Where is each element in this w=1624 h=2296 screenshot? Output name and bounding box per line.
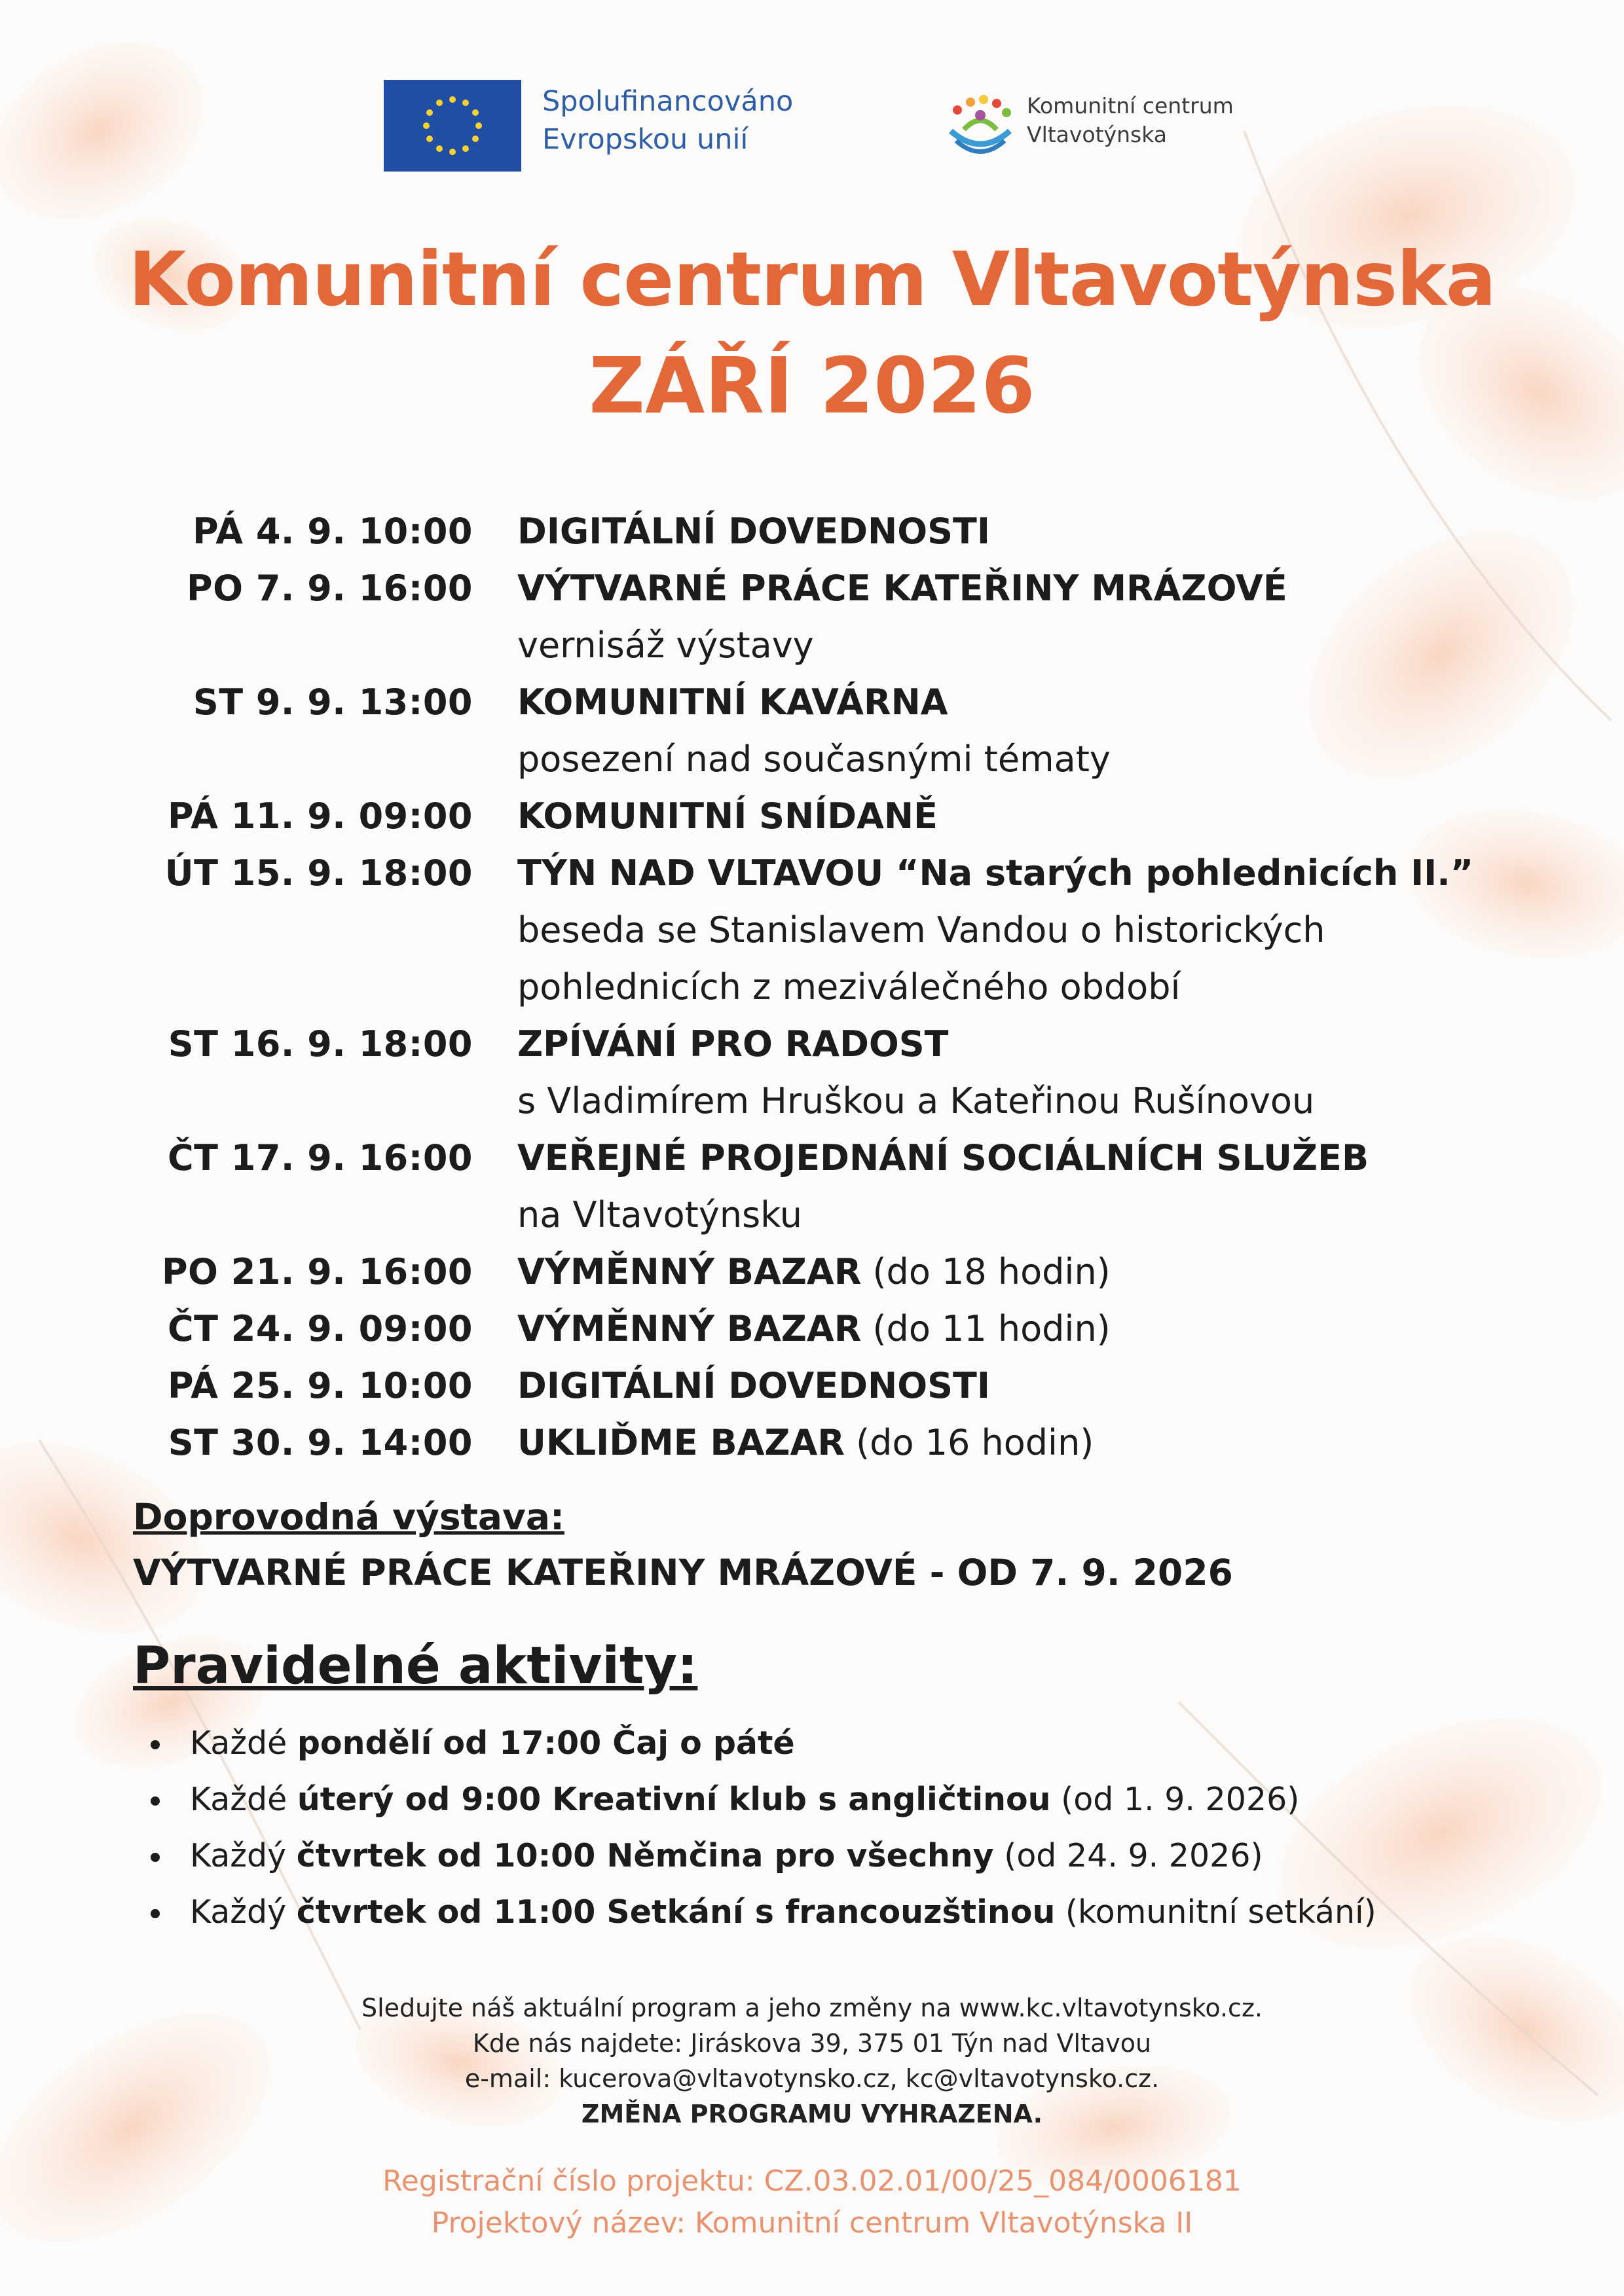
event-description: vernisáž výstavy	[517, 625, 814, 666]
event-title: VÝMĚNNÝ BAZAR	[517, 1308, 862, 1349]
event-title: VÝTVARNÉ PRÁCE KATEŘINY MRÁZOVÉ	[517, 568, 1287, 609]
event-datetime: ČT 24. 9. 09:00	[168, 1308, 473, 1349]
bullet-icon	[151, 1796, 160, 1806]
footer-email-line: e-mail: kucerova@vltavotynsko.cz, kc@vltavotynsko.cz.	[464, 2064, 1160, 2093]
community-center-label	[1027, 92, 1234, 149]
event-note: (do 16 hodin)	[856, 1422, 1094, 1463]
event-item	[0, 1015, 1624, 1129]
list-item: Každý čtvrtek od 11:00 Setkání s francouzštinou (komunitní setkání)	[151, 1884, 1376, 1941]
regular-activities-list	[151, 1715, 1376, 1941]
contact-footer	[0, 1990, 1624, 2132]
event-description: posezení nad současnými tématy	[517, 738, 1111, 780]
footer-program-line: Sledujte náš aktuální program a jeho změny na www.kc.vltavotynsko.cz.	[361, 1994, 1263, 2022]
exhibition-text: VÝTVARNÉ PRÁCE KATEŘINY MRÁZOVÉ - OD 7. 9. 2026	[133, 1552, 1233, 1594]
event-datetime: ÚT 15. 9. 18:00	[164, 852, 473, 894]
event-datetime: PÁ 11. 9. 09:00	[168, 795, 473, 837]
page-subtitle: ZÁŘÍ 2026	[589, 340, 1035, 431]
footer-address-line: Kde nás najdete: Jiráskova 39, 375 01 Týn nad Vltavou	[472, 2029, 1152, 2058]
list-item: Každé úterý od 9:00 Kreativní klub s angličtinou (od 1. 9. 2026)	[151, 1772, 1376, 1828]
eu-label-line2: Evropskou unií	[542, 123, 748, 156]
event-description: beseda se Stanislavem Vandou o historických	[517, 909, 1325, 951]
event-item	[0, 1129, 1624, 1243]
event-item	[0, 788, 1624, 845]
kc-label-line1: Komunitní centrum	[1027, 93, 1234, 118]
event-datetime: ST 9. 9. 13:00	[193, 682, 473, 723]
event-datetime: PÁ 4. 9. 10:00	[193, 511, 473, 552]
event-description: s Vladimírem Hruškou a Kateřinou Rušínovou	[517, 1080, 1315, 1121]
bullet-icon	[151, 1740, 160, 1749]
community-center-logo-icon	[944, 92, 1016, 164]
event-title: KOMUNITNÍ SNÍDANĚ	[517, 795, 938, 837]
footer-disclaimer: ZMĚNA PROGRAMU VYHRAZENA.	[581, 2100, 1043, 2128]
event-item	[0, 674, 1624, 788]
project-name: Projektový název: Komunitní centrum Vltavotýnska II	[431, 2206, 1193, 2240]
eu-flag-icon	[384, 80, 521, 172]
event-title: VÝMĚNNÝ BAZAR	[517, 1251, 862, 1292]
bullet-icon	[151, 1853, 160, 1862]
event-datetime: ČT 17. 9. 16:00	[168, 1137, 473, 1178]
event-schedule	[0, 503, 1624, 1471]
event-title: DIGITÁLNÍ DOVEDNOSTI	[517, 1365, 990, 1406]
event-item	[0, 845, 1624, 1015]
event-note: (do 11 hodin)	[872, 1308, 1111, 1349]
event-datetime: ST 30. 9. 14:00	[168, 1422, 473, 1463]
event-item	[0, 1243, 1624, 1300]
eu-cofinanced-label	[542, 82, 793, 158]
regular-activities-heading: Pravidelné aktivity:	[133, 1637, 698, 1696]
project-info	[0, 2160, 1624, 2244]
bullet-icon	[151, 1909, 160, 1918]
event-datetime: PO 21. 9. 16:00	[161, 1251, 473, 1292]
event-datetime: PÁ 25. 9. 10:00	[168, 1365, 473, 1406]
event-title: TÝN NAD VLTAVOU “Na starých pohlednicích II.”	[517, 852, 1474, 894]
event-description: pohlednicích z meziválečného období	[517, 966, 1181, 1008]
event-datetime: ST 16. 9. 18:00	[168, 1023, 473, 1065]
event-item	[0, 1357, 1624, 1414]
event-title: ZPÍVÁNÍ PRO RADOST	[517, 1023, 949, 1065]
event-item	[0, 1300, 1624, 1357]
event-description: na Vltavotýnsku	[517, 1194, 803, 1235]
event-title: DIGITÁLNÍ DOVEDNOSTI	[517, 511, 990, 552]
list-item: Každé pondělí od 17:00 Čaj o páté	[151, 1715, 1376, 1772]
page-title: Komunitní centrum Vltavotýnska	[128, 236, 1496, 323]
event-item	[0, 560, 1624, 674]
event-title: KOMUNITNÍ KAVÁRNA	[517, 682, 948, 723]
event-item	[0, 1414, 1624, 1471]
event-title: VEŘEJNÉ PROJEDNÁNÍ SOCIÁLNÍCH SLUŽEB	[517, 1137, 1369, 1178]
eu-label-line1: Spolufinancováno	[542, 85, 794, 118]
project-registration-number: Registrační číslo projektu: CZ.03.02.01/00/25_084/0006181	[382, 2164, 1242, 2198]
event-title: UKLIĎME BAZAR	[517, 1422, 845, 1463]
event-item	[0, 503, 1624, 560]
event-datetime: PO 7. 9. 16:00	[187, 568, 473, 609]
kc-label-line2: Vltavotýnska	[1027, 122, 1167, 147]
event-note: (do 18 hodin)	[872, 1251, 1111, 1292]
exhibition-heading: Doprovodná výstava:	[133, 1496, 564, 1538]
list-item: Každý čtvrtek od 10:00 Němčina pro všechny (od 24. 9. 2026)	[151, 1828, 1376, 1884]
